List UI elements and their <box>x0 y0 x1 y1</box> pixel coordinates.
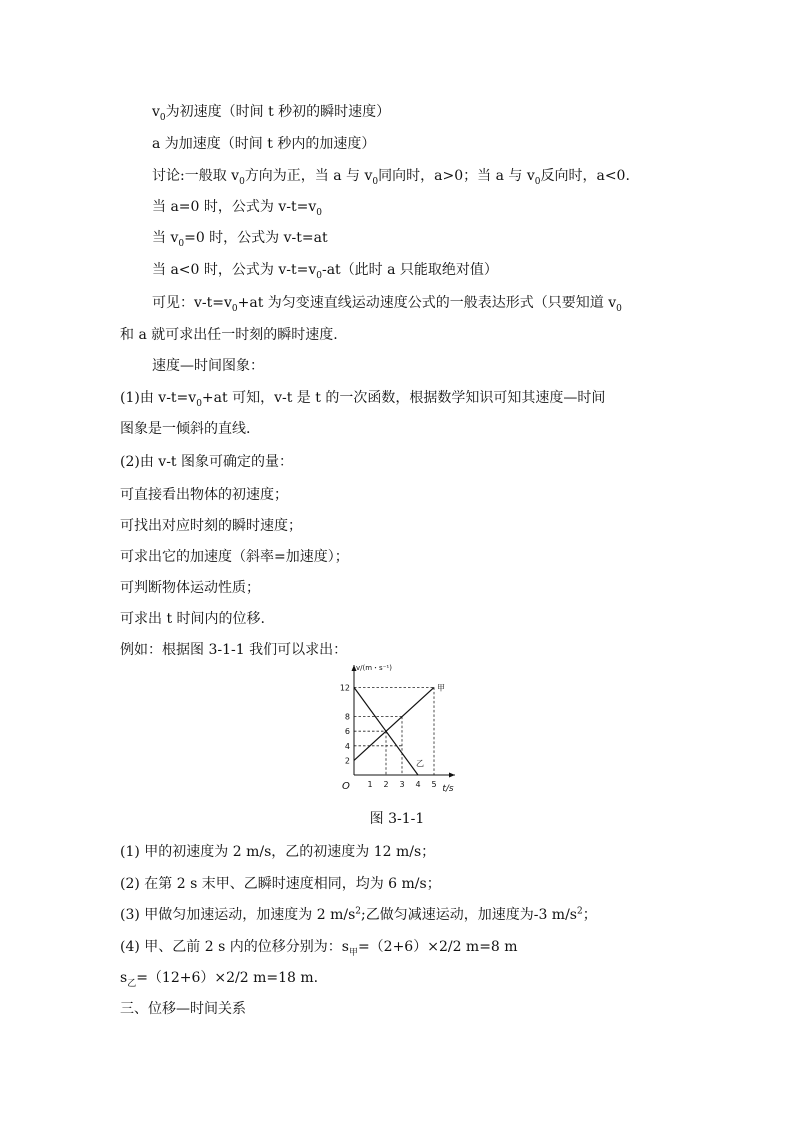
text-line-14: 可找出对应时刻的瞬时速度； <box>120 518 302 534</box>
vt-chart <box>330 660 460 795</box>
text-line-11: 图象是一倾斜的直线. <box>120 421 251 437</box>
result-line-4: (4) 甲、乙前 2 s 内的位移分别为：$s_甲=(2+6)\times 2/2$ m=8 m <box>120 939 518 958</box>
result-line-5: $s_乙=(12+6)\times 2/2$ m=18 m. <box>120 970 319 989</box>
series-label-yi: 乙 <box>416 759 424 769</box>
x-tick-label-2: 2 <box>383 780 389 789</box>
y-tick-label-2: 2 <box>344 756 350 766</box>
text-line-18: 例如：根据图 3-1-1 我们可以求出： <box>120 642 348 658</box>
series-label-jia: 甲 <box>437 683 445 693</box>
origin-label: O <box>342 781 350 792</box>
text-line-13: 可直接看出物体的初速度； <box>120 487 288 503</box>
text-line-10: (1)由 $v-t=v_0+at$ 可知，v-t 是 t 的一次函数，根据数学知识可知其速度—时间 <box>120 390 606 409</box>
x-axis-label: t/s <box>442 784 454 794</box>
text-line-17: 可求出 t 时间内的位移. <box>120 611 265 627</box>
text-line-12: (2)由 v-t 图象可确定的量： <box>120 454 293 470</box>
x-tick-label-5: 5 <box>431 780 437 789</box>
text-line-15: 可求出它的加速度（斜率=加速度）； <box>120 549 349 565</box>
y-tick-label-12: 12 <box>339 683 350 693</box>
result-line-1: (1) 甲的初速度为 2 m/s，乙的初速度为 12 m/s； <box>120 844 436 860</box>
x-axis-arrow <box>449 773 455 778</box>
text-line-5: 当 $v_0=0$ 时，公式为 v-t=at <box>152 230 328 249</box>
text-line-6: 当 a<0 时，公式为 $v-t=v_0-at$（此时 a 只能取绝对值） <box>152 262 498 281</box>
x-tick-label-3: 3 <box>399 780 405 789</box>
y-tick-label-8: 8 <box>344 712 350 722</box>
text-line-9: 速度—时间图象： <box>152 358 264 374</box>
y-tick-label-6: 6 <box>344 727 350 737</box>
text-line-16: 可判断物体运动性质； <box>120 580 260 596</box>
result-line-2: (2) 在第 2 s 末甲、乙瞬时速度相同，均为 6 m/s； <box>120 876 441 892</box>
vt-chart-svg <box>330 660 460 795</box>
section-heading: 三、位移—时间关系 <box>120 1001 246 1017</box>
text-line-8: 和 a 就可求出任一时刻的瞬时速度. <box>120 327 338 343</box>
text-line-4: 当 a=0 时，公式为 $v-t=v_0$ <box>152 199 322 218</box>
text-line-3: 讨论:一般取 $v_0$方向为正，当 a 与 $v_0$同向时，a>0；当 a 与 $v_0$反向时，a<0. <box>152 168 630 187</box>
figure-caption: 图 3-1-1 <box>369 811 425 827</box>
result-line-3: (3) 甲做匀加速运动，加速度为 2 $m/s^2$;乙做匀减速运动，加速度为-3 $m/s^2$； <box>120 906 597 923</box>
x-tick-label-4: 4 <box>415 780 421 789</box>
y-axis-label: v/(m・s⁻¹) <box>356 664 392 672</box>
x-tick-label-1: 1 <box>367 780 373 789</box>
text-line-7: 可见：$v-t=v_0+at$ 为匀变速直线运动速度公式的一般表达形式（只要知道 $v_0$ <box>152 295 622 314</box>
text-line-1: $v_0$为初速度（时间 t 秒初的瞬时速度） <box>152 104 391 123</box>
y-tick-label-4: 4 <box>344 741 350 751</box>
text-line-2: a 为加速度（时间 t 秒内的加速度） <box>152 136 376 152</box>
series-line-0 <box>354 687 434 760</box>
